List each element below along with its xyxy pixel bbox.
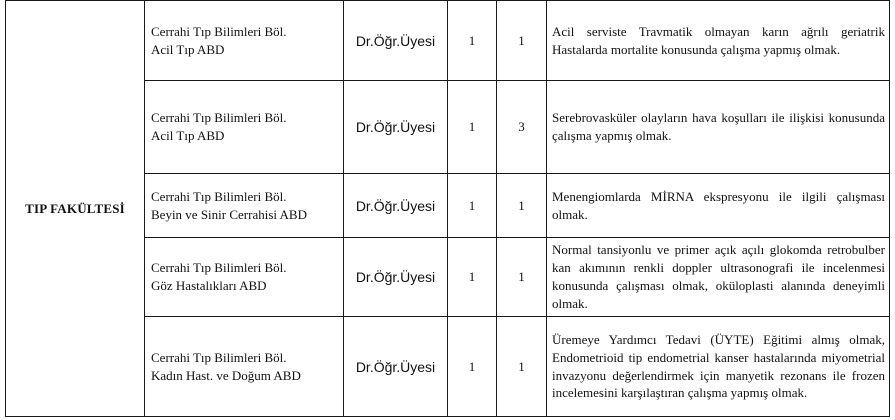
department-line-2: Beyin ve Sinir Cerrahisi ABD (151, 206, 307, 222)
department-line-2: Göz Hastalıkları ABD (151, 278, 267, 293)
requirement-text: Serebrovasküler olayların hava koşulları ile ilişkisi konusunda çalışma yapmış olmak. (547, 81, 890, 174)
academic-title: Dr.Öğr.Üyesi (344, 81, 448, 174)
count-cell-2: 1 (497, 238, 547, 317)
academic-title: Dr.Öğr.Üyesi (344, 238, 448, 317)
department-cell (145, 1, 344, 81)
faculty-name: TIP FAKÜLTESİ (6, 1, 145, 417)
count-cell-2: 3 (497, 81, 547, 174)
department-cell (145, 81, 344, 174)
department-line-1: Cerrahi Tıp Bilimleri Böl. (151, 349, 287, 365)
department-line-1: Cerrahi Tıp Bilimleri Böl. (151, 23, 287, 39)
requirement-text: Normal tansiyonlu ve primer açık açılı glokomda retrobulber kan akımının renkli doppler ultrasonografi ile incelenmesi konusunda çalışması olmak, oküloplasti alanında deneyimli olmak. (547, 238, 890, 317)
department-line-2: Kadın Hast. ve Doğum ABD (151, 367, 301, 383)
department-line-1: Cerrahi Tıp Bilimleri Böl. (151, 260, 287, 275)
requirement-text: Menengiomlarda MİRNA ekspresyonu ile ilgili çalışması olmak. (547, 174, 890, 238)
count-cell-1: 1 (448, 1, 497, 81)
requirement-text: Üremeye Yardımcı Tedavi (ÜYTE) Eğitimi almış olmak, Endometrioid tip endometrial kanser hastalarında miyometrial invazyonu değerlendirmek için manyetik rezonans ile frozen incelemesini karşılaştıran çalışma yapmış olmak. (547, 317, 890, 417)
academic-title: Dr.Öğr.Üyesi (344, 317, 448, 417)
department-line-1: Cerrahi Tıp Bilimleri Böl. (151, 110, 287, 125)
count-cell-2: 1 (497, 174, 547, 238)
count-cell-1: 1 (448, 238, 497, 317)
department-line-2: Acil Tıp ABD (151, 41, 225, 57)
count-cell-1: 1 (448, 174, 497, 238)
department-cell (145, 238, 344, 317)
department-cell (145, 317, 344, 417)
academic-title: Dr.Öğr.Üyesi (344, 1, 448, 81)
academic-title: Dr.Öğr.Üyesi (344, 174, 448, 238)
department-cell (145, 174, 344, 238)
department-line-2: Acil Tıp ABD (151, 128, 225, 143)
count-cell-1: 1 (448, 317, 497, 417)
requirement-text: Acil serviste Travmatik olmayan karın ağrılı geriatrik Hastalarda mortalite konusunda çalışma yapmış olmak. (547, 1, 890, 81)
department-line-1: Cerrahi Tıp Bilimleri Böl. (151, 188, 287, 204)
count-cell-2: 1 (497, 1, 547, 81)
count-cell-1: 1 (448, 81, 497, 174)
count-cell-2: 1 (497, 317, 547, 417)
positions-table (5, 0, 890, 417)
table-row (6, 1, 890, 81)
